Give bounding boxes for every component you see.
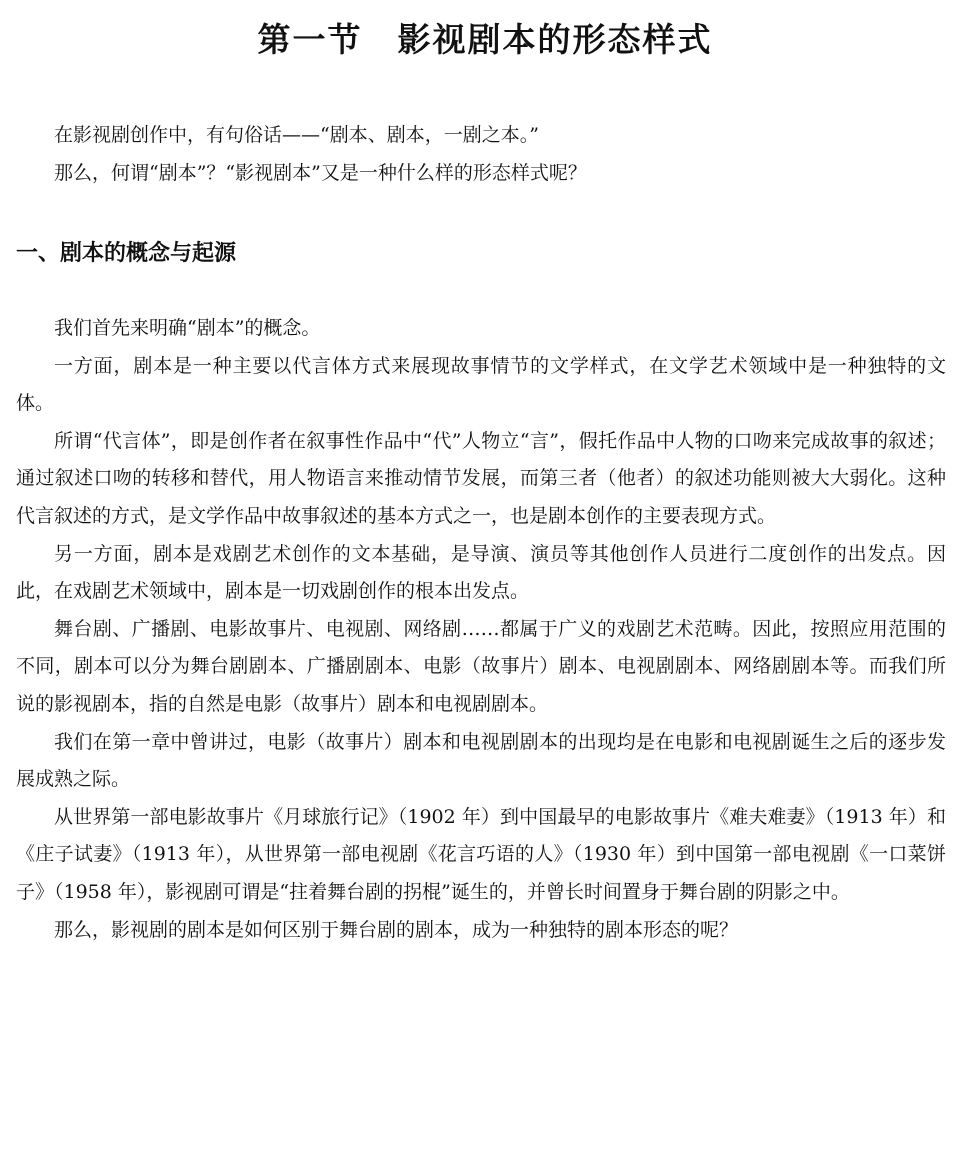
- page-title: 第一节 影视剧本的形态样式: [257, 20, 713, 59]
- body-paragraph: 从世界第一部电影故事片《月球旅行记》（1902 年）到中国最早的电影故事片《难夫难妻》（1913 年）和《庄子试妻》（1913 年），从世界第一部电视剧《花言巧语的人》（1930 年）到中国第一部电视剧《一口菜饼子》（1958 年），影视剧可谓是“拄着舞台剧的拐棍”诞生的，并曾长时间置身于舞台剧的阴影之中。: [16, 805, 946, 903]
- body-paragraph: 舞台剧、广播剧、电影故事片、电视剧、网络剧……都属于广义的戏剧艺术范畴。因此，按照应用范围的不同，剧本可以分为舞台剧剧本、广播剧剧本、电影（故事片）剧本、电视剧剧本、网络剧剧本等。而我们所说的影视剧本，指的自然是电影（故事片）剧本和电视剧剧本。: [16, 617, 946, 715]
- body-paragraph: 我们首先来明确“剧本”的概念。: [54, 317, 321, 339]
- intro-paragraph: 那么，何谓“剧本”？“影视剧本”又是一种什么样的形态样式呢？: [54, 162, 587, 184]
- body-text: [16, 310, 946, 949]
- body-paragraph: 另一方面，剧本是戏剧艺术创作的文本基础，是导演、演员等其他创作人员进行二度创作的出发点。因此，在戏剧艺术领域中，剧本是一切戏剧创作的根本出发点。: [16, 542, 946, 603]
- body-paragraph: 一方面，剧本是一种主要以代言体方式来展现故事情节的文学样式，在文学艺术领域中是一种独特的文体。: [16, 354, 946, 415]
- section-heading: 一、剧本的概念与起源: [16, 241, 237, 266]
- intro-paragraph: 在影视剧创作中，有句俗话——“剧本、剧本，一剧之本。”: [54, 124, 539, 146]
- body-paragraph: 我们在第一章中曾讲过，电影（故事片）剧本和电视剧剧本的出现均是在电影和电视剧诞生之后的逐步发展成熟之际。: [16, 730, 946, 791]
- body-paragraph: 那么，影视剧的剧本是如何区别于舞台剧的剧本，成为一种独特的剧本形态的呢？: [54, 918, 739, 941]
- intro-block: [16, 116, 946, 192]
- body-paragraph: 所谓“代言体”，即是创作者在叙事性作品中“代”人物立“言”，假托作品中人物的口吻来完成故事的叙述；通过叙述口吻的转移和替代，用人物语言来推动情节发展，而第三者（他者）的叙述功能则被大大弱化。这种代言叙述的方式，是文学作品中故事叙述的基本方式之一，也是剧本创作的主要表现方式。: [16, 429, 946, 527]
